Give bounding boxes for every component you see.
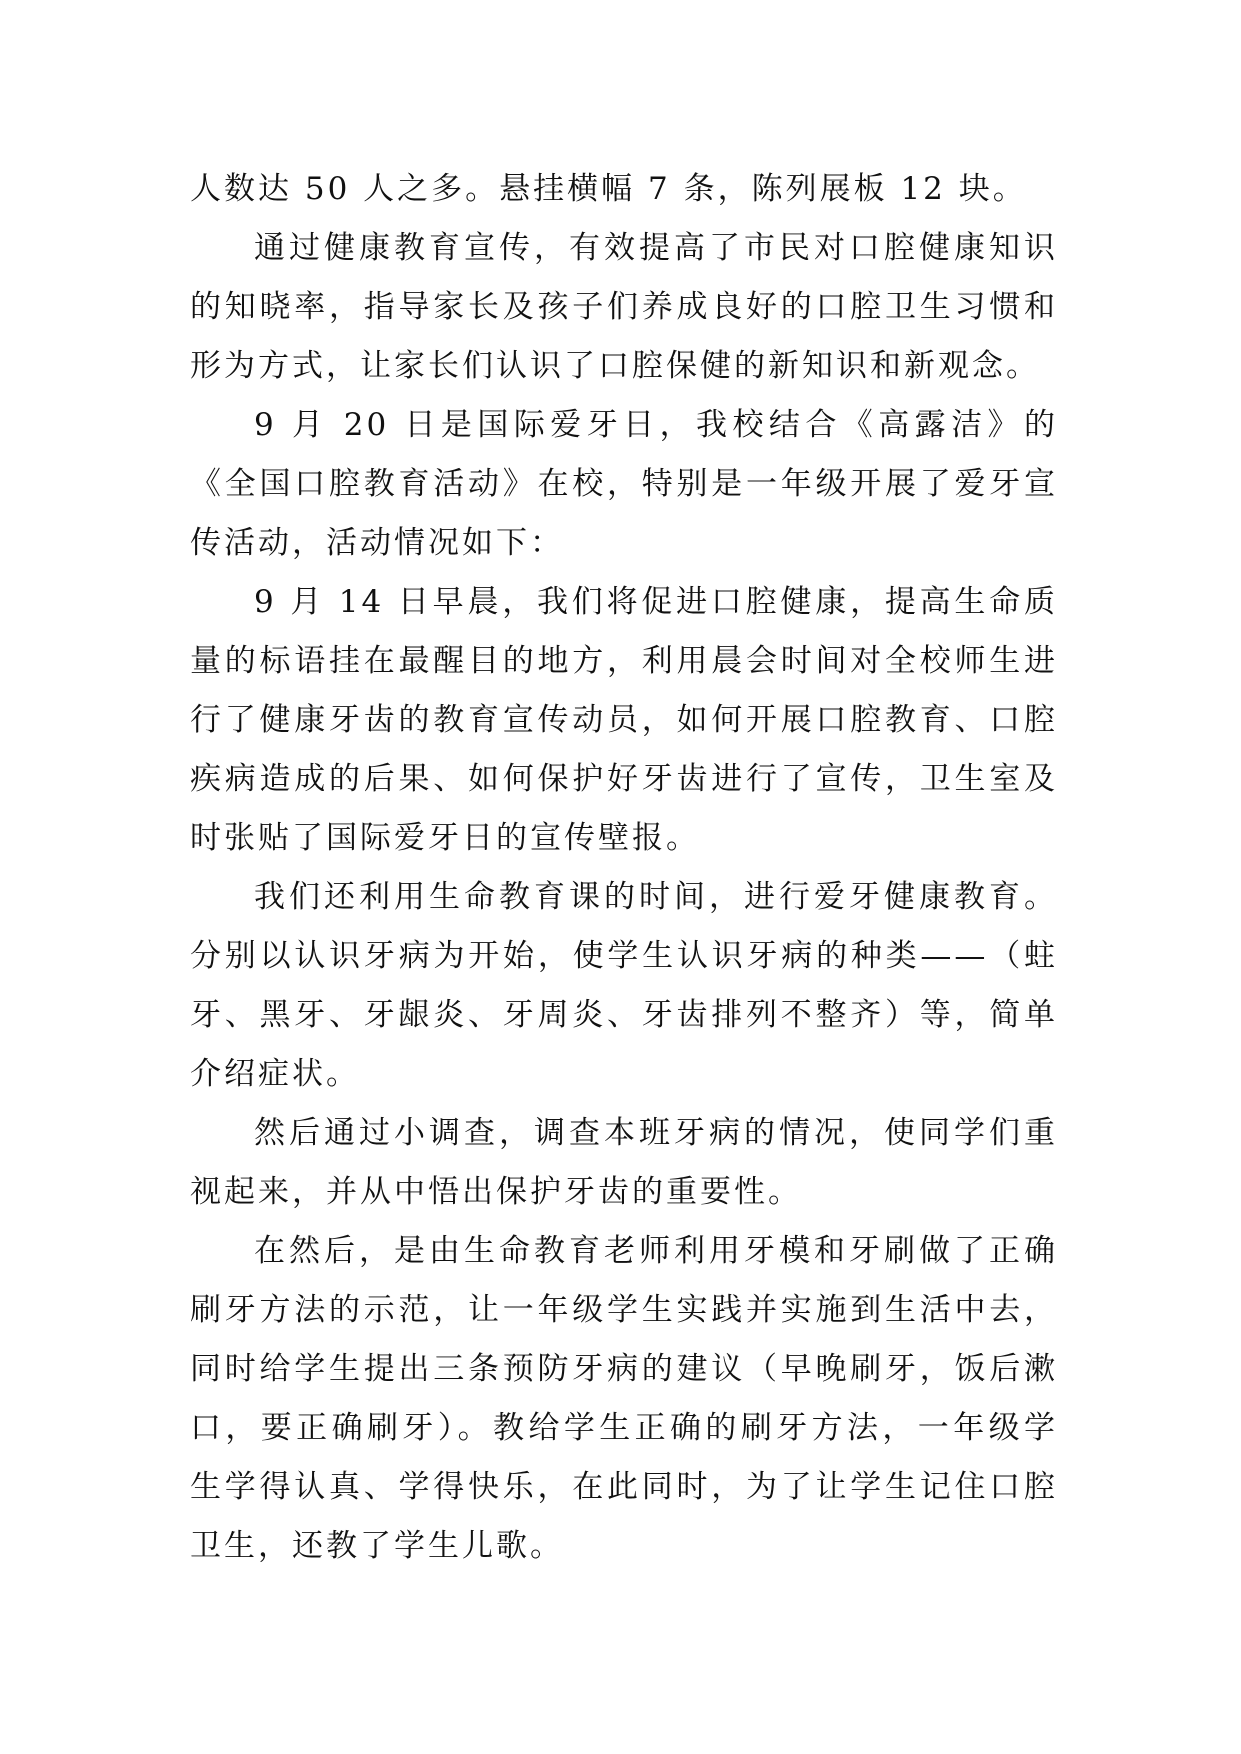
paragraph-7: 在然后，是由生命教育老师利用牙模和牙刷做了正确刷牙方法的示范，让一年级学生实践并实施到生活中去，同时给学生提出三条预防牙病的建议（早晚刷牙，饭后漱口，要正确刷牙）。教给学生正确的刷牙方法，一年级学生学得认真、学得快乐，在此同时，为了让学生记住口腔卫生，还教了学生儿歌。 [190,1233,1058,1564]
paragraph-6: 然后通过小调查，调查本班牙病的情况，使同学们重视起来，并从中悟出保护牙齿的重要性。 [190,1115,1058,1210]
paragraph-2: 通过健康教育宣传，有效提高了市民对口腔健康知识的知晓率，指导家长及孩子们养成良好的口腔卫生习惯和形为方式，让家长们认识了口腔保健的新知识和新观念。 [190,230,1058,384]
paragraph-3: 9 月 20 日是国际爱牙日，我校结合《高露洁》的《全国口腔教育活动》在校，特别是一年级开展了爱牙宣传活动，活动情况如下： [190,407,1058,561]
paragraph-5: 我们还利用生命教育课的时间，进行爱牙健康教育。分别以认识牙病为开始，使学生认识牙病的种类——（蛀牙、黑牙、牙龈炎、牙周炎、牙齿排列不整齐）等，简单介绍症状。 [190,879,1058,1092]
document-body [190,160,1058,1576]
paragraph-1: 人数达 50 人之多。悬挂横幅 7 条，陈列展板 12 块。 [190,171,1027,207]
paragraph-4: 9 月 14 日早晨，我们将促进口腔健康，提高生命质量的标语挂在最醒目的地方，利用晨会时间对全校师生进行了健康牙齿的教育宣传动员，如何开展口腔教育、口腔疾病造成的后果、如何保护好牙齿进行了宣传，卫生室及时张贴了国际爱牙日的宣传壁报。 [190,584,1058,856]
